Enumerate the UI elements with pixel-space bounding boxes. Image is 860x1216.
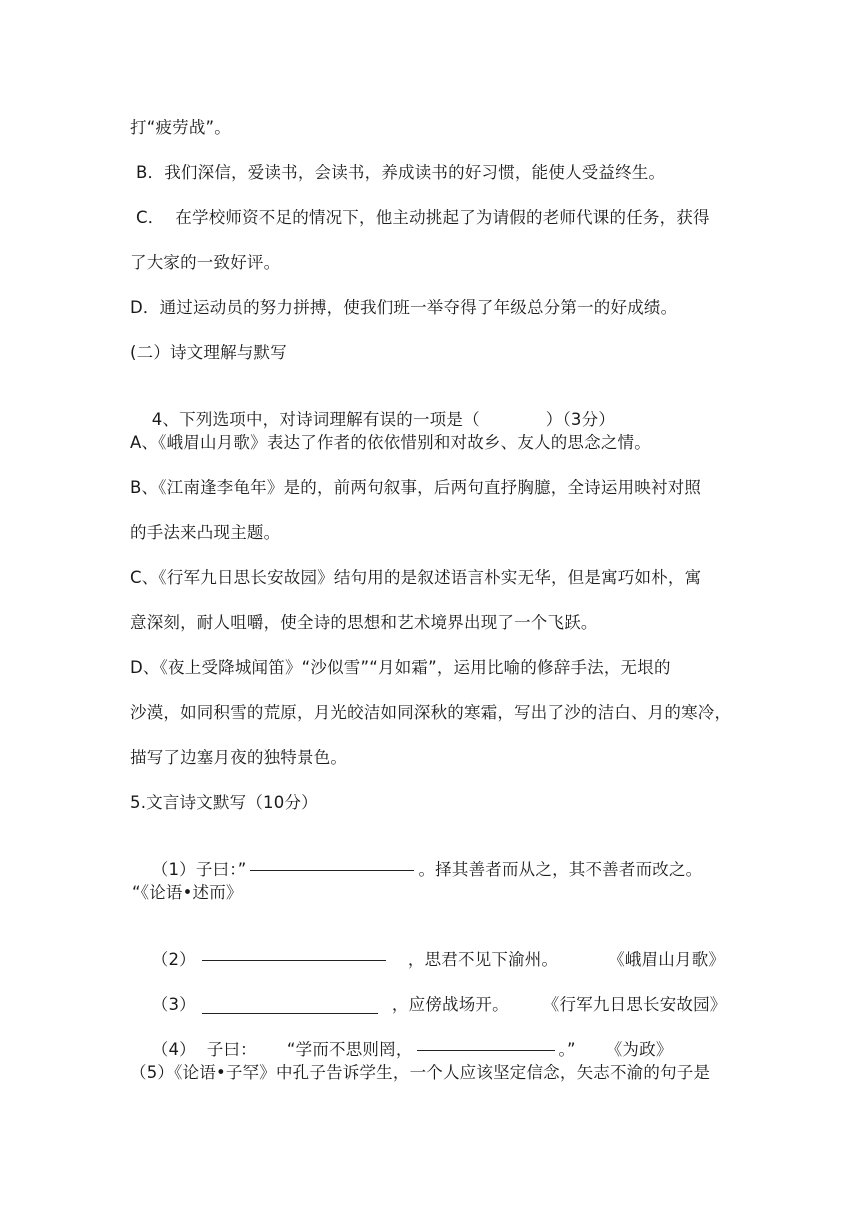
fill-blank-1-suffix: 。择其善者而从之，其不善者而改之。 (418, 860, 703, 879)
fill-blank-3-source: 《行军九日思长安故园》 (542, 995, 727, 1014)
section-heading: (二）诗文理解与默写 (130, 343, 287, 362)
fill-blank-3-prefix: （3） (151, 995, 196, 1014)
option-c-line: C． 在学校师资不足的情况下，他主动挑起了为请假的老师代课的任务，获得 (136, 208, 710, 227)
choice-a: A、《峨眉山月歌》表达了作者的依依惜别和对故乡、友人的思念之情。 (130, 433, 651, 452)
choice-b-continuation: 的手法来凸现主题。 (130, 523, 281, 542)
option-c-continuation: 了大家的一致好评。 (130, 253, 281, 272)
fill-blank-2-suffix: ，思君不见下渝州。 (407, 950, 559, 969)
fill-blank-4-source: 《为政》 (605, 1040, 673, 1059)
choice-c-continuation: 意深刻，耐人咀嚼，使全诗的思想和艺术境界出现了一个飞跃。 (130, 613, 598, 632)
choice-d-continuation-2: 描写了边塞月夜的独特景色。 (130, 748, 348, 767)
fill-blank-1-prefix: （1）子曰：” (151, 860, 247, 879)
fill-blank-4-quote: “学而不思则罔， (286, 1040, 413, 1059)
fill-blank-3-suffix: ，应傍战场开。 (391, 995, 509, 1014)
choice-d: D、《夜上受降城闻笛》“沙似雪”“月如霜”，运用比喻的修辞手法，无垠的 (130, 658, 671, 677)
fill-blank-4-end: 。” (558, 1040, 576, 1059)
fill-blank-2-line[interactable] (202, 960, 386, 961)
option-b-line: B．我们深信，爱读书，会读书，养成读书的好习惯，能使人受益终生。 (136, 163, 666, 182)
question-4-score: ）（3分） (545, 410, 616, 429)
fill-blank-4-line[interactable] (417, 1050, 555, 1051)
choice-d-continuation-1: 沙漠，如同积雪的荒原，月光皎洁如同深秋的寒霜，写出了沙的洁白、月的寒冷， (130, 703, 732, 722)
fill-blank-1-line[interactable] (250, 870, 414, 871)
choice-c: C、《行军九日思长安故园》结句用的是叙述语言朴实无华，但是寓巧如朴，寓 (130, 568, 702, 587)
choice-b: B、《江南逢李龟年》是的，前两句叙事，后两句直抒胸臆，全诗运用映衬对照 (130, 478, 702, 497)
fill-blank-5: （5）《论语•子罕》中孔子告诉学生，一个人应该坚定信念，矢志不渝的句子是 (130, 1063, 711, 1082)
fill-blank-2-prefix: （2） (151, 950, 196, 969)
fill-blank-1-source: “《论语•述而》 (132, 883, 243, 902)
fill-blank-2-source: 《峨眉山月歌》 (608, 950, 726, 969)
question-4-stem: 4、下列选项中，对诗词理解有误的一项是（ (151, 410, 480, 429)
text-line: 打“疲劳战”。 (130, 118, 231, 137)
question-5-heading: 5.文言诗文默写（10分） (130, 793, 318, 812)
fill-blank-3-line[interactable] (202, 997, 378, 1014)
fill-blank-4-prefix: （4） 子曰： (151, 1040, 257, 1059)
option-d-line: D．通过运动员的努力拼搏，使我们班一举夺得了年级总分第一的好成绩。 (130, 298, 678, 317)
